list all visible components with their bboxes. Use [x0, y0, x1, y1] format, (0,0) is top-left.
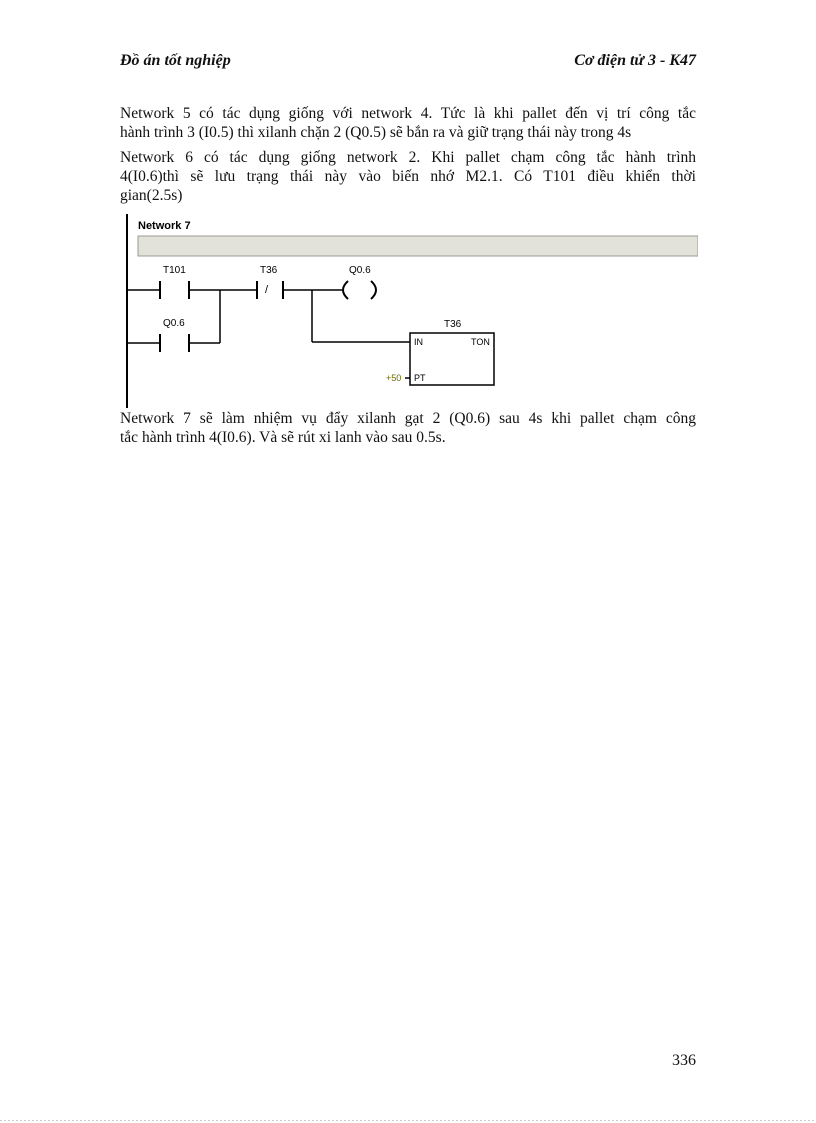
paragraph-line: tắc hành trình 4(I0.6). Và sẽ rút xi lanh vào sau 0.5s.: [120, 429, 446, 446]
paragraph-network-5-6: [120, 104, 696, 142]
paragraph-network-7: [120, 409, 696, 447]
header-document-title: Đồ án tốt nghiệp: [120, 52, 231, 69]
header-course-code: Cơ điện tử 3 - K47: [574, 52, 696, 69]
paragraph-line: Network 5 có tác dụng giống với network 4. Tức là khi pallet đến vị trí công tắc: [120, 105, 696, 122]
paragraph-line: Network 6 có tác dụng giống network 2. Khi pallet chạm công tắc hành trình: [120, 149, 696, 166]
contact-q06-label: Q0.6: [163, 318, 185, 329]
paragraph-network-6: [120, 148, 696, 205]
timer-preset-value: +50: [386, 373, 402, 383]
page-bottom-border: [0, 1120, 816, 1121]
coil-q06: [343, 281, 376, 299]
ladder-diagram-svg: [118, 212, 698, 408]
timer-type-label: TON: [471, 337, 490, 347]
ladder-diagram-network-7: [118, 212, 698, 408]
paragraph-line: hành trình 3 (I0.5) thì xilanh chặn 2 (Q0.5) sẽ bắn ra và giữ trạng thái này trong 4s: [120, 124, 632, 141]
network-title: Network 7: [138, 220, 191, 232]
paragraph-line: gian(2.5s): [120, 187, 183, 204]
paragraph-line: Network 7 sẽ làm nhiệm vụ đẩy xilanh gạt 2 (Q0.6) sau 4s khi pallet chạm công: [120, 410, 696, 427]
timer-t36-label: T36: [444, 319, 462, 330]
network-comment-bar: [138, 236, 698, 256]
paragraph-line: 4(I0.6)thì sẽ lưu trạng thái này vào biến nhớ M2.1. Có T101 điều khiển thời: [120, 168, 696, 185]
coil-q06-label: Q0.6: [349, 265, 371, 276]
contact-t36-normally-closed: [257, 281, 283, 299]
contact-q06-parallel: [160, 334, 189, 352]
timer-pt-pin: PT: [414, 373, 426, 383]
timer-in-pin: IN: [414, 337, 423, 347]
page-number: 336: [672, 1052, 696, 1069]
contact-t36-label: T36: [260, 265, 278, 276]
contact-t101: [160, 281, 189, 299]
negation-symbol: /: [265, 284, 269, 296]
contact-t101-label: T101: [163, 265, 186, 276]
